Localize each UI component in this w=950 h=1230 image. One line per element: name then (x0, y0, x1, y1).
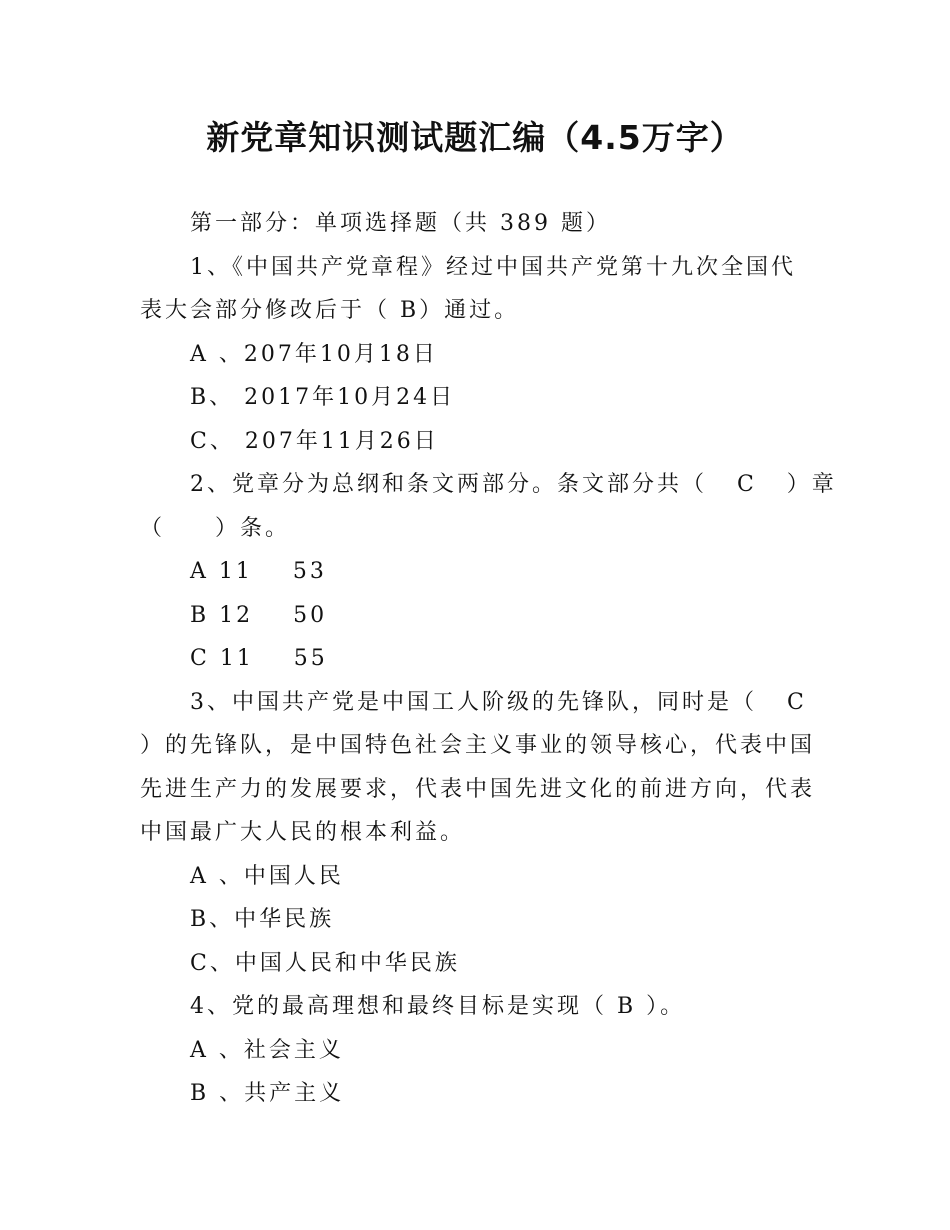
question-3-option-a: A 、中国人民 (190, 864, 344, 889)
question-1-option-a: A 、207年10月18日 (190, 342, 438, 367)
question-3-option-b: B、中华民族 (190, 907, 335, 932)
question-3-stem-line-2: ）的先锋队，是中国特色社会主义事业的领导核心，代表中国 (140, 733, 816, 758)
question-4-option-b: B 、共产主义 (190, 1081, 345, 1106)
question-2-stem-line-2: （ ）条。 (140, 516, 290, 541)
question-3-stem-line-4: 中国最广大人民的根本利益。 (140, 820, 466, 845)
question-4-option-a: A 、社会主义 (190, 1038, 344, 1063)
question-4-stem-line-1: 4、党的最高理想和最终目标是实现（ B ）。 (190, 994, 686, 1019)
question-1-stem-line-2: 表大会部分修改后于（ B）通过。 (140, 298, 520, 323)
question-2-option-a: A 11 53 (190, 559, 327, 584)
question-2-stem-line-1: 2、党章分为总纲和条文两部分。条文部分共（ C ）章 (190, 472, 837, 497)
question-3-stem-line-1: 3、中国共产党是中国工人阶级的先锋队，同时是（ C (190, 690, 807, 715)
section-heading: 第一部分：单项选择题（共 389 题） (190, 211, 611, 236)
question-1-option-b: B、 2017年10月24日 (190, 385, 456, 410)
question-1-option-c: C、 207年11月26日 (190, 429, 439, 454)
question-2-option-c: C 11 55 (190, 646, 328, 671)
question-1-stem-line-1: 1、《中国共产党章程》经过中国共产党第十九次全国代 (190, 255, 796, 280)
question-2-option-b: B 12 50 (190, 603, 328, 628)
document-title: 新党章知识测试题汇编（4.5万字） (206, 118, 744, 157)
question-3-stem-line-3: 先进生产力的发展要求，代表中国先进文化的前进方向，代表 (140, 777, 816, 802)
question-3-option-c: C、中国人民和中华民族 (190, 951, 460, 976)
